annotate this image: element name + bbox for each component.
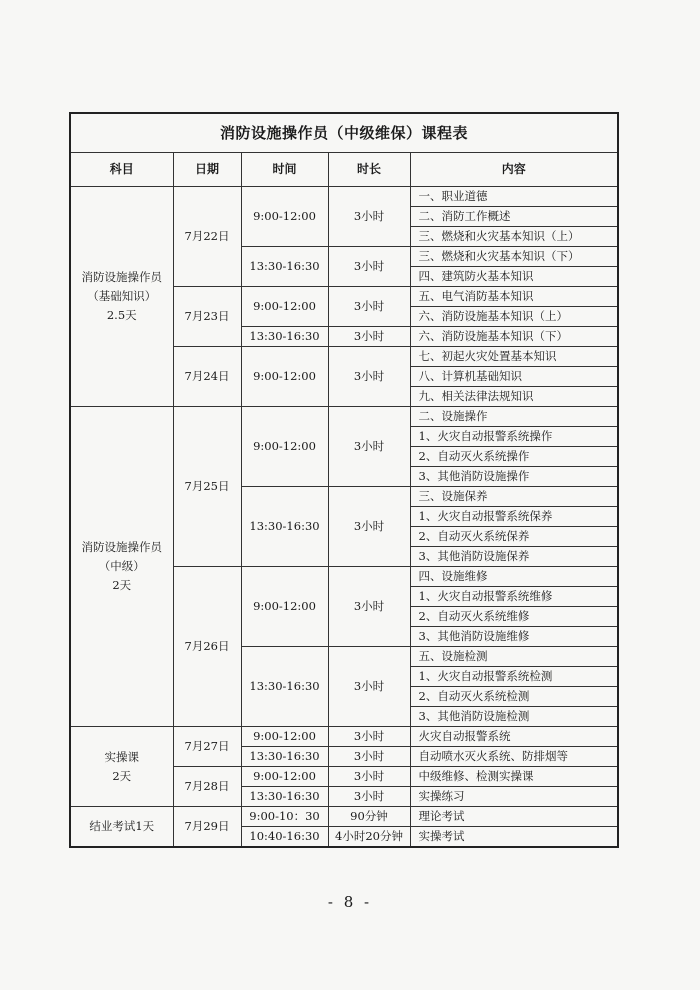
time-cell: 13:30-16:30 — [241, 247, 328, 287]
content-cell: 2、自动灭火系统操作 — [410, 447, 618, 467]
content-cell: 三、燃烧和火灾基本知识（上） — [410, 227, 618, 247]
time-cell: 9:00-12:00 — [241, 767, 328, 787]
content-cell: 三、燃烧和火灾基本知识（下） — [410, 247, 618, 267]
subject-line: （基础知识） — [87, 289, 157, 303]
subject-cell — [70, 407, 173, 727]
duration-cell: 3小时 — [328, 767, 410, 787]
content-cell: 四、建筑防火基本知识 — [410, 267, 618, 287]
content-cell: 六、消防设施基本知识（上） — [410, 307, 618, 327]
time-cell: 9:00-12:00 — [241, 567, 328, 647]
page-number: - 8 - — [327, 893, 373, 911]
duration-cell: 3小时 — [328, 647, 410, 727]
time-cell: 9:00-10：30 — [241, 807, 328, 827]
date-cell: 7月23日 — [173, 287, 241, 347]
content-cell: 四、设施维修 — [410, 567, 618, 587]
duration-cell: 3小时 — [328, 327, 410, 347]
content-cell: 二、消防工作概述 — [410, 207, 618, 227]
subject-line: 实操课 — [104, 749, 139, 764]
content-cell: 1、火灾自动报警系统操作 — [410, 427, 618, 447]
duration-cell: 4小时20分钟 — [328, 827, 410, 848]
content-cell: 九、相关法律法规知识 — [410, 387, 618, 407]
duration-cell: 3小时 — [328, 727, 410, 747]
subject-cell — [70, 187, 173, 407]
time-cell: 10:40-16:30 — [241, 827, 328, 848]
title-row — [70, 113, 618, 153]
time-cell: 9:00-12:00 — [241, 727, 328, 747]
table-row — [70, 807, 618, 827]
content-cell: 3、其他消防设施操作 — [410, 467, 618, 487]
content-cell: 2、自动灭火系统检测 — [410, 687, 618, 707]
table-row — [70, 727, 618, 747]
duration-cell: 3小时 — [328, 487, 410, 567]
content-cell: 五、设施检测 — [410, 647, 618, 667]
subject-line: 消防设施操作员 — [81, 270, 162, 284]
date-cell: 7月28日 — [173, 767, 241, 807]
time-cell: 9:00-12:00 — [241, 187, 328, 247]
duration-cell: 3小时 — [328, 787, 410, 807]
time-cell: 13:30-16:30 — [241, 647, 328, 727]
content-cell: 六、消防设施基本知识（下） — [410, 327, 618, 347]
subject-cell — [70, 727, 173, 807]
content-cell: 2、自动灭火系统维修 — [410, 607, 618, 627]
content-cell: 理论考试 — [410, 807, 618, 827]
table-title: 消防设施操作员（中级维保）课程表 — [70, 113, 618, 153]
table-row — [70, 187, 618, 207]
header-subject: 科目 — [70, 153, 173, 187]
header-time: 时间 — [241, 153, 328, 187]
duration-cell: 3小时 — [328, 747, 410, 767]
content-cell: 五、电气消防基本知识 — [410, 287, 618, 307]
content-cell: 2、自动灭火系统保养 — [410, 527, 618, 547]
content-cell: 1、火灾自动报警系统检测 — [410, 667, 618, 687]
content-cell: 七、初起火灾处置基本知识 — [410, 347, 618, 367]
subject-line: 2.5天 — [106, 308, 137, 322]
date-cell: 7月27日 — [173, 727, 241, 767]
content-cell: 一、职业道德 — [410, 187, 618, 207]
content-cell: 八、计算机基础知识 — [410, 367, 618, 387]
time-cell: 13:30-16:30 — [241, 487, 328, 567]
subject-line: 结业考试1天 — [89, 819, 155, 833]
content-cell: 二、设施操作 — [410, 407, 618, 427]
date-cell: 7月26日 — [173, 567, 241, 727]
date-cell: 7月24日 — [173, 347, 241, 407]
date-cell: 7月22日 — [173, 187, 241, 287]
subject-line: （中级） — [98, 559, 145, 573]
header-row — [70, 153, 618, 187]
content-cell: 3、其他消防设施检测 — [410, 707, 618, 727]
subject-cell — [70, 807, 173, 848]
content-cell: 1、火灾自动报警系统维修 — [410, 587, 618, 607]
time-cell: 9:00-12:00 — [241, 287, 328, 327]
time-cell: 9:00-12:00 — [241, 407, 328, 487]
header-content: 内容 — [410, 153, 618, 187]
date-cell: 7月29日 — [173, 807, 241, 848]
course-schedule-table — [69, 112, 619, 848]
content-cell: 实操考试 — [410, 827, 618, 848]
schedule-sheet — [69, 112, 617, 848]
content-cell: 实操练习 — [410, 787, 618, 807]
content-cell: 三、设施保养 — [410, 487, 618, 507]
time-cell: 13:30-16:30 — [241, 787, 328, 807]
duration-cell: 3小时 — [328, 187, 410, 247]
subject-line: 2天 — [112, 578, 132, 592]
duration-cell: 3小时 — [328, 567, 410, 647]
content-cell: 1、火灾自动报警系统保养 — [410, 507, 618, 527]
duration-cell: 3小时 — [328, 287, 410, 327]
content-cell: 火灾自动报警系统 — [410, 727, 618, 747]
duration-cell: 90分钟 — [328, 807, 410, 827]
content-cell: 中级维修、检测实操课 — [410, 767, 618, 787]
duration-cell: 3小时 — [328, 347, 410, 407]
table-body — [70, 187, 618, 848]
subject-line: 消防设施操作员 — [81, 540, 162, 554]
subject-line: 2天 — [112, 768, 132, 783]
table-row — [70, 407, 618, 427]
duration-cell: 3小时 — [328, 407, 410, 487]
content-cell: 3、其他消防设施维修 — [410, 627, 618, 647]
content-cell: 自动喷水灭火系统、防排烟等 — [410, 747, 618, 767]
header-date: 日期 — [173, 153, 241, 187]
time-cell: 9:00-12:00 — [241, 347, 328, 407]
time-cell: 13:30-16:30 — [241, 327, 328, 347]
content-cell: 3、其他消防设施保养 — [410, 547, 618, 567]
time-cell: 13:30-16:30 — [241, 747, 328, 767]
date-cell: 7月25日 — [173, 407, 241, 567]
duration-cell: 3小时 — [328, 247, 410, 287]
header-duration: 时长 — [328, 153, 410, 187]
